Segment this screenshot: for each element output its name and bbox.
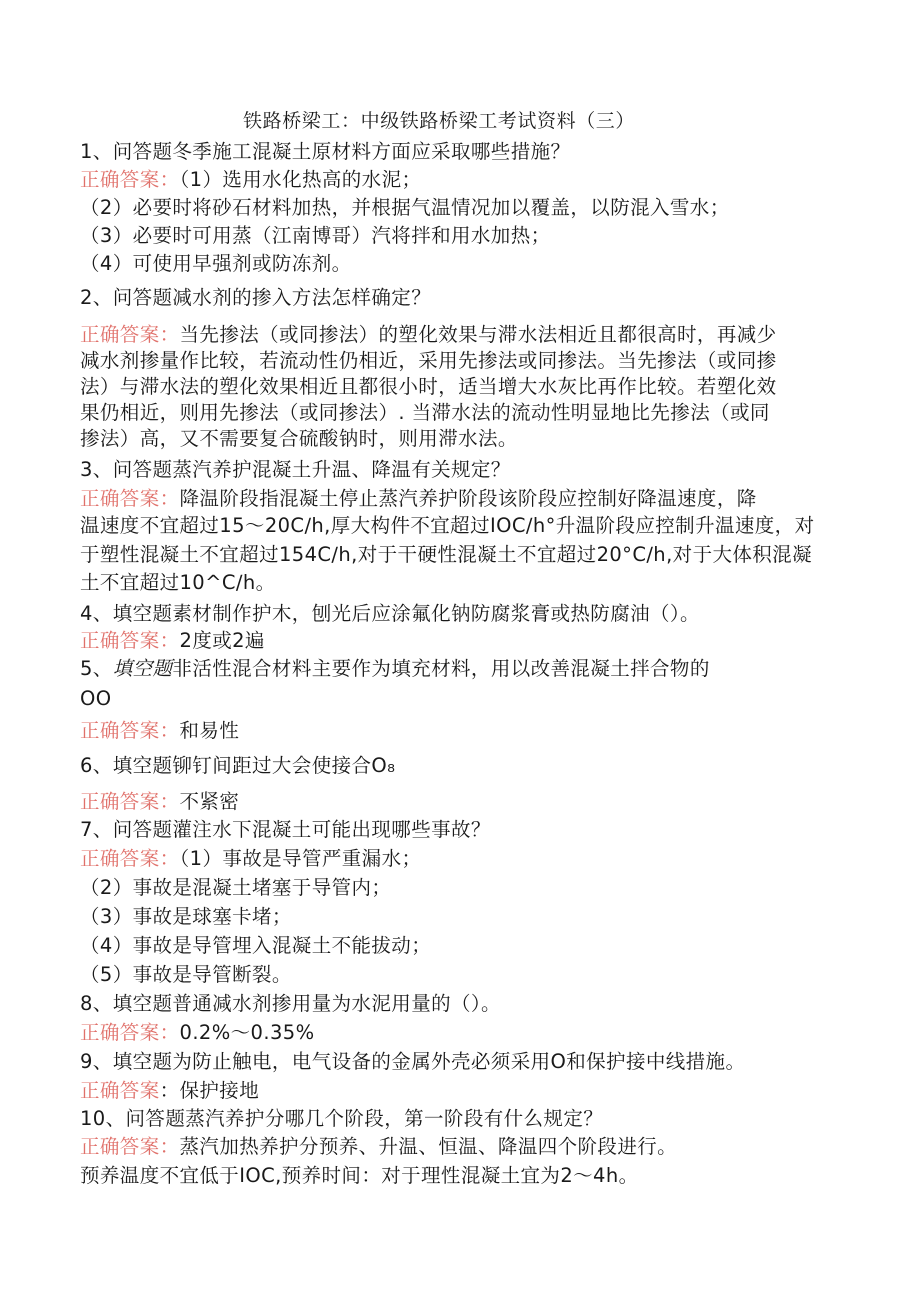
answer-line: （2）事故是混凝土堵塞于导管内； xyxy=(80,876,392,899)
answer-label: 正确答案： xyxy=(80,323,180,346)
answer-line: （3）事故是球塞卡堵； xyxy=(80,905,292,928)
question-2: 2、问答题减水剂的掺入方法怎样确定？ xyxy=(80,286,432,309)
answer-7 xyxy=(80,846,421,872)
answer-line: （3）必要时可用蒸（江南博哥）汽将拌和用水加热； xyxy=(80,224,551,247)
question-10: 10、问答题蒸汽养护分哪几个阶段，第一阶段有什么规定？ xyxy=(80,1107,604,1130)
answer-line: 于塑性混凝土不宜超过154C∕h,对于干硬性混凝土不宜超过20°C∕h,对于大体积混凝 xyxy=(80,543,812,566)
question-4: 4、填空题素材制作护木，刨光后应涂氟化钠防腐浆膏或热防腐油（）。 xyxy=(80,602,700,625)
question-8: 8、填空题普通减水剂掺用量为水泥用量的（）。 xyxy=(80,992,501,1015)
answer-label: 正确答案： xyxy=(80,1021,180,1044)
question-6: 6、填空题铆钉间距过大会使接合O₈ xyxy=(80,754,396,777)
answer-label: 正确答案： xyxy=(80,168,180,191)
answer-text: 当先掺法（或同掺法）的塑化效果与滞水法相近且都很高时，再减少 xyxy=(179,323,777,346)
answer-line: 温速度不宜超过15～20C∕h,厚大构件不宜超过IOC∕h°升温阶段应控制升温速度，对 xyxy=(80,514,815,537)
question-text: 非活性混合材料主要作为填充材料，用以改善混凝土拌合物的 xyxy=(172,657,710,680)
answer-text: （1）选用水化热高的水泥； xyxy=(179,168,422,191)
answer-label: 正确答案： xyxy=(80,790,180,813)
page-title: 铁路桥梁工：中级铁路桥梁工考试资料（三） xyxy=(243,110,636,132)
question-5-blank: OO xyxy=(80,687,112,710)
answer-label: 正确答案： xyxy=(80,487,180,510)
answer-text: ：保护接地 xyxy=(159,1079,260,1102)
answer-text: （1）事故是导管严重漏水； xyxy=(179,847,422,870)
answer-line: 减水剂掺量作比较，若流动性仍相近，采用先掺法或同掺法。当先掺法（或同掺 xyxy=(80,349,777,372)
question-1: 1、问答题冬季施工混凝土原材料方面应采取哪些措施？ xyxy=(80,140,571,163)
answer-line: （4）事故是导管埋入混凝土不能拔动； xyxy=(80,934,432,957)
answer-line: （4）可使用早强剂或防冻剂。 xyxy=(80,252,352,275)
answer-text: 和易性 xyxy=(179,719,240,742)
question-7: 7、问答题灌注水下混凝土可能出现哪些事故？ xyxy=(80,818,491,841)
answer-text: 0.2%～0.35% xyxy=(179,1021,315,1044)
answer-line: 掺法）高，又不需要复合硫酸钠时，则用滞水法。 xyxy=(80,427,518,450)
answer-line: （5）事故是导管断裂。 xyxy=(80,963,292,986)
answer-8 xyxy=(80,1020,315,1046)
answer-4 xyxy=(80,628,265,654)
answer-text: 2度或2遍 xyxy=(179,629,265,652)
answer-text: 蒸汽加热养护分预养、升温、恒温、降温四个阶段进行。 xyxy=(179,1135,678,1158)
answer-3 xyxy=(80,486,757,512)
question-3: 3、问答题蒸汽养护混凝土升温、降温有关规定？ xyxy=(80,458,511,481)
answer-line: 预养温度不宜低于IOC,预养时间：对于理性混凝土宜为2～4h。 xyxy=(80,1164,639,1187)
answer-text: 降温阶段指混凝土停止蒸汽养护阶段该阶段应控制好降温速度，降 xyxy=(179,487,757,510)
answer-10 xyxy=(80,1134,677,1160)
answer-label: 正确答案： xyxy=(80,629,180,652)
answer-line: 果仍相近，则用先掺法（或同掺法）. 当滞水法的流动性明显地比先掺法（或同 xyxy=(80,401,770,424)
question-number: 5、 xyxy=(80,657,113,680)
answer-9 xyxy=(80,1078,259,1104)
answer-line: 法）与滞水法的塑化效果相近且都很小时，适当增大水灰比再作比较。若塑化效 xyxy=(80,375,777,398)
answer-5 xyxy=(80,718,239,744)
answer-line: （2）必要时将砂石材料加热，并根据气温情况加以覆盖，以防混入雪水； xyxy=(80,196,730,219)
question-9: 9、填空题为防止触电，电气设备的金属外壳必须采用O和保护接中线措施。 xyxy=(80,1050,746,1073)
answer-1 xyxy=(80,167,421,193)
question-type: 填空题 xyxy=(112,657,173,680)
answer-text: 不紧密 xyxy=(179,790,240,813)
answer-label: 正确答案： xyxy=(80,719,180,742)
answer-label: 正确答案 xyxy=(80,1079,160,1102)
answer-6 xyxy=(80,789,239,815)
answer-label: 正确答案： xyxy=(80,1135,180,1158)
answer-label: 正确答案： xyxy=(80,847,180,870)
answer-2 xyxy=(80,322,777,348)
answer-line: 土不宜超过10^C∕h。 xyxy=(80,571,276,594)
question-5 xyxy=(80,656,710,682)
